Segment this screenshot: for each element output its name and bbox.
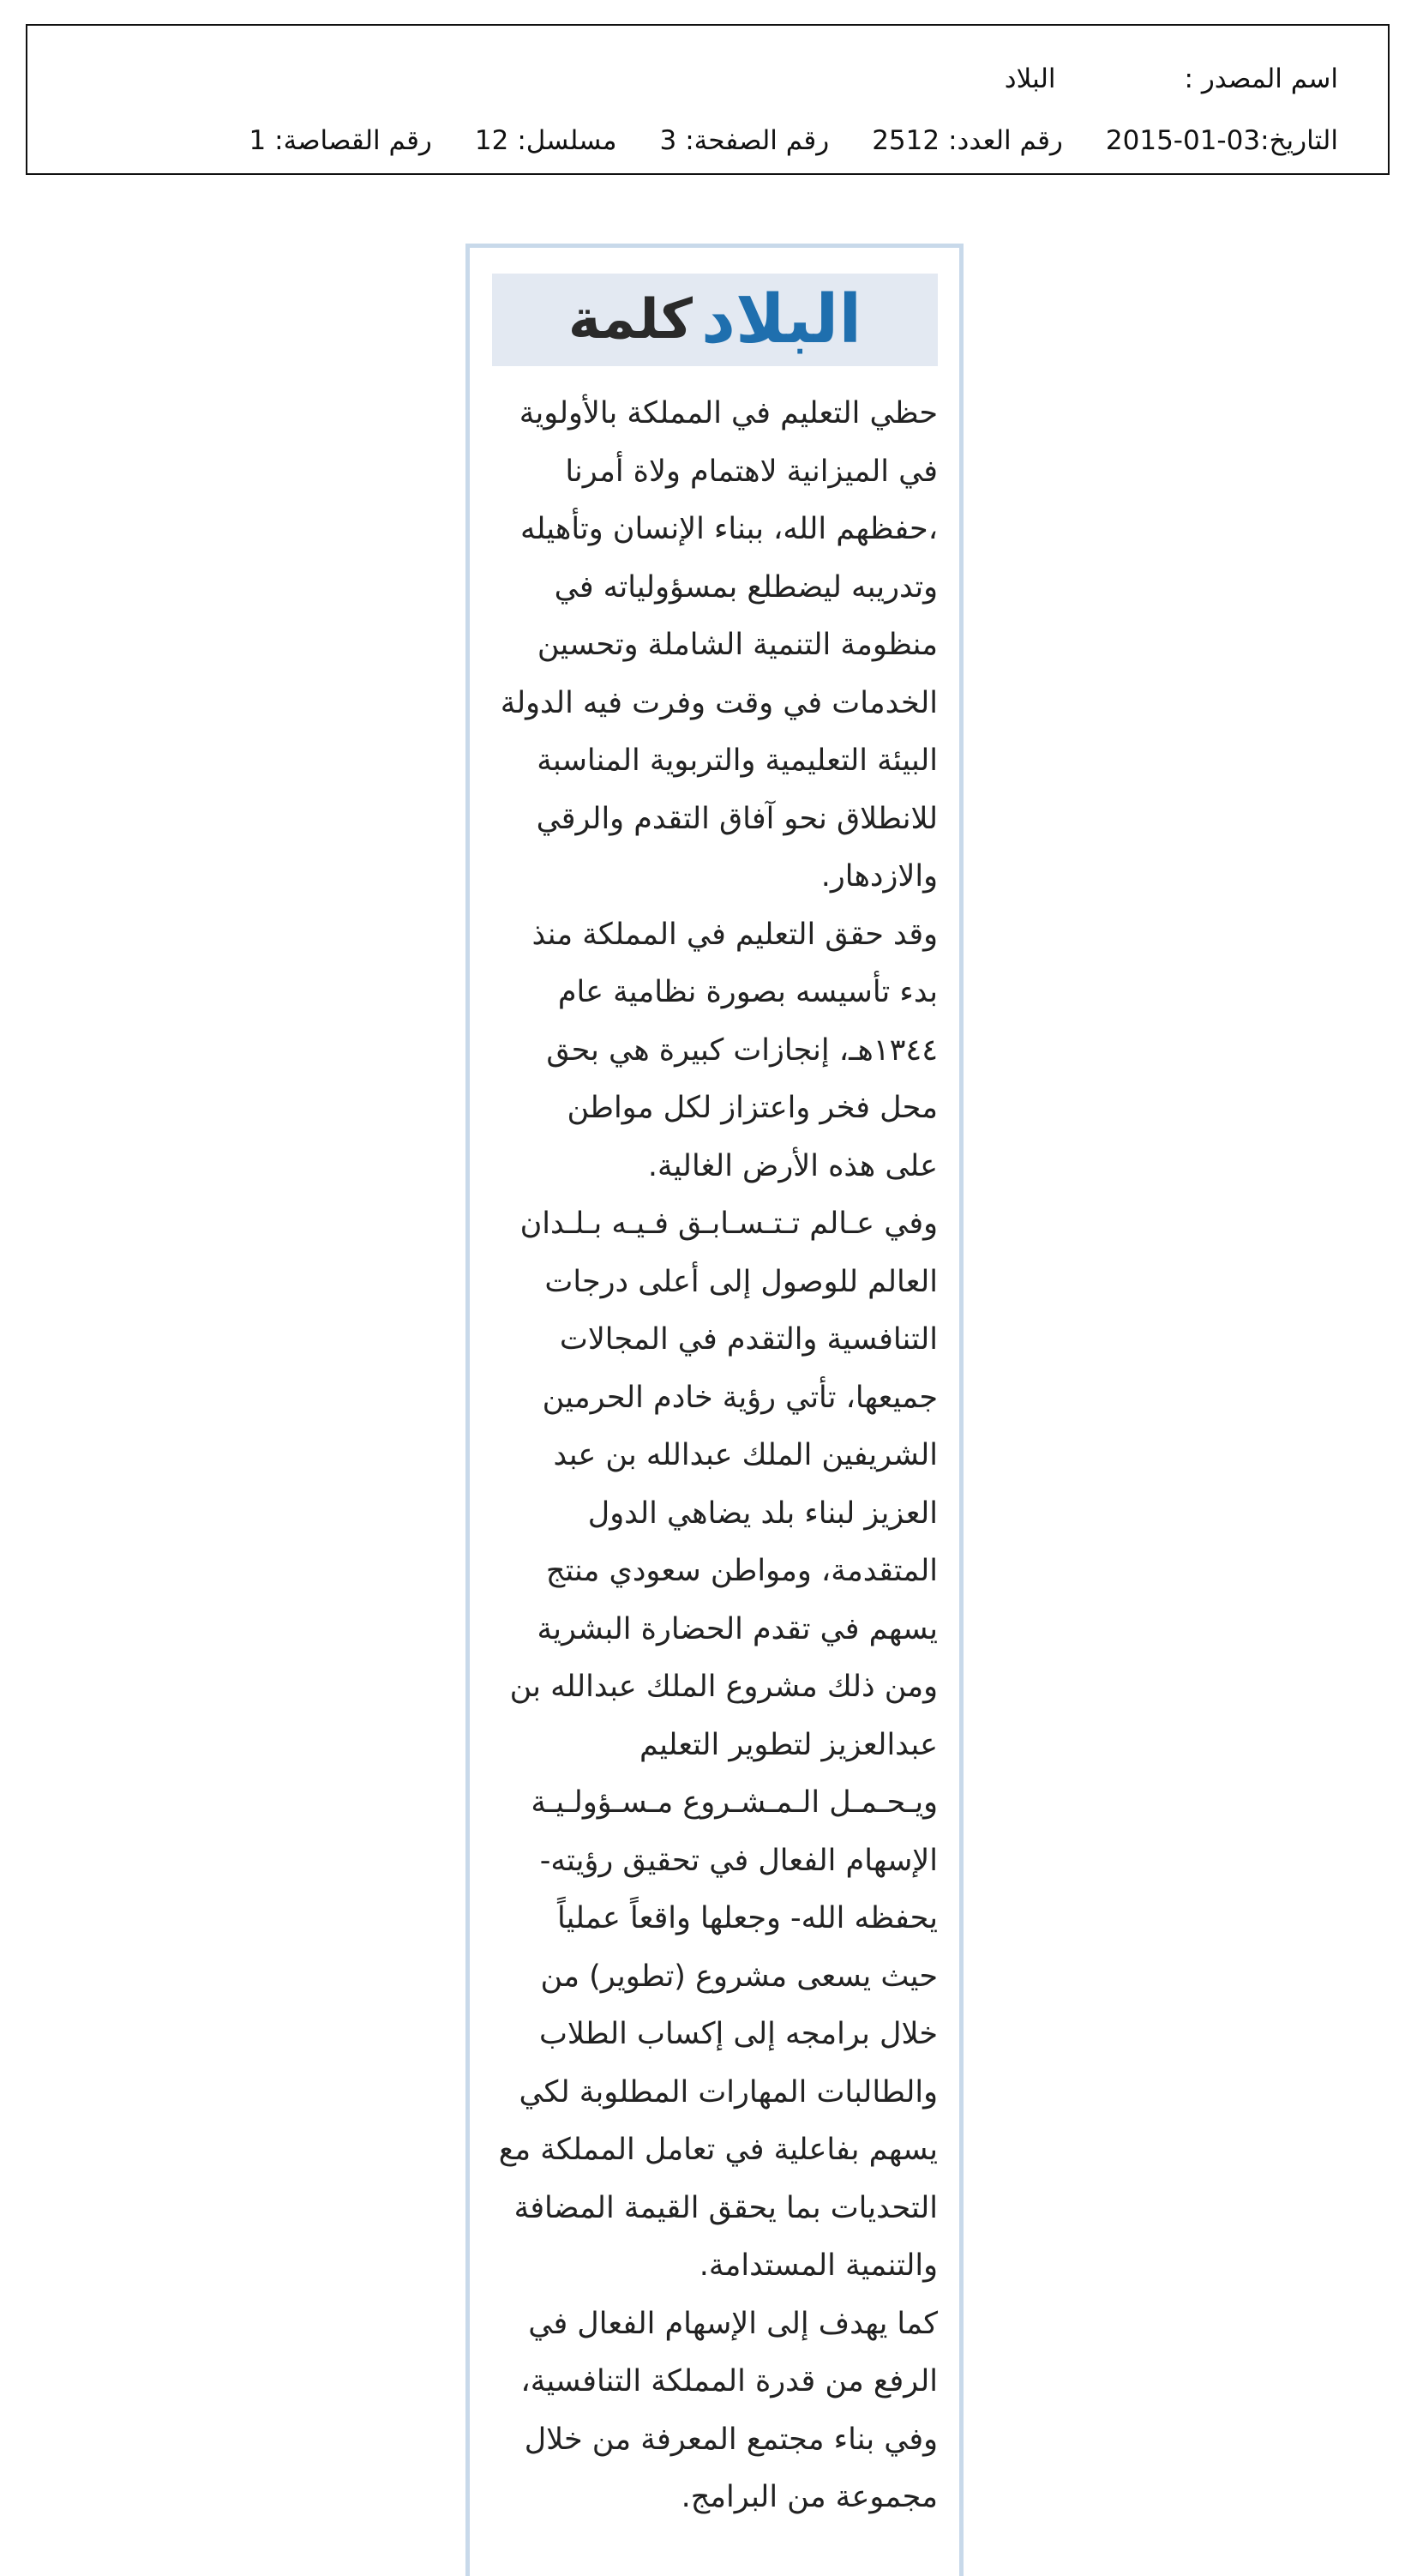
- article-line: الخدمات في وقت وفرت فيه الدولة: [500, 685, 938, 720]
- article-line: وتدريبه ليضطلع بمسؤولياته في: [554, 569, 938, 605]
- issue-label: رقم العدد:: [948, 125, 1063, 156]
- article-column: [465, 244, 964, 2576]
- metadata-row-source: [1005, 63, 1338, 94]
- article-line: ومن ذلك مشروع الملك عبدالله بن: [509, 1670, 938, 1704]
- date-field: [1106, 125, 1338, 156]
- article-line: محل فخر واعتزاز لكل مواطن: [567, 1091, 938, 1125]
- page-label: رقم الصفحة:: [685, 125, 830, 156]
- article-line: البيئة التعليمية والتربوية المناسبة: [537, 743, 938, 778]
- article-line: مجموعة من البرامج.: [681, 2480, 938, 2514]
- metadata-row-details: [249, 125, 1338, 156]
- article-line: حيث يسعى مشروع (تطوير) من: [540, 1959, 938, 1994]
- article-line: والطالبات المهارات المطلوبة لكي: [519, 2074, 938, 2110]
- article-line: بدء تأسيسه بصورة نظامية عام: [557, 975, 938, 1009]
- article-line: والازدهار.: [820, 859, 938, 894]
- date-label: التاريخ:: [1260, 125, 1338, 156]
- article-line: والتنمية المستدامة.: [699, 2248, 938, 2283]
- article-line: على هذه الأرض الغالية.: [647, 1148, 938, 1183]
- masthead-word-albilad: البلاد: [700, 281, 862, 358]
- source-field: [1005, 63, 1338, 94]
- clip-field: [249, 125, 431, 156]
- article-line: حظي التعليم في المملكة بالأولوية: [519, 396, 938, 430]
- clip-value: 1: [249, 125, 267, 156]
- article-line: يسهم في تقدم الحضارة البشرية: [537, 1611, 938, 1646]
- article-line: العزيز لبناء بلد يضاهي الدول: [587, 1496, 938, 1531]
- source-value: البلاد: [1004, 63, 1056, 94]
- article-line: للانطلاق نحو آفاق التقدم والرقي: [536, 801, 938, 836]
- article-line: التحديات بما يحقق القيمة المضافة: [513, 2190, 938, 2225]
- article-line: ويـحـمـل الـمـشـروع مـسـؤولـيـة: [531, 1785, 938, 1820]
- article-line: وقد حقق التعليم في المملكة منذ: [531, 917, 938, 952]
- article-line: وفي عـالم تـتـسـابـق فـيـه بـلـدان: [519, 1207, 938, 1241]
- article-line: خلال برامجه إلى إكساب الطلاب: [538, 2017, 938, 2051]
- issue-value: 2512: [872, 125, 940, 156]
- clip-label: رقم القصاصة:: [274, 125, 432, 156]
- article-line: وفي بناء مجتمع المعرفة من خلال: [524, 2422, 938, 2457]
- article-line: الإسهام الفعال في تحقيق رؤيته-: [539, 1843, 938, 1878]
- page-field: [659, 125, 829, 156]
- article-line: يسهم بفاعلية في تعامل المملكة مع: [498, 2133, 938, 2167]
- article-line: العالم للوصول إلى أعلى درجات: [544, 1264, 938, 1299]
- page-value: 3: [659, 125, 677, 156]
- source-label: اسم المصدر :: [1184, 63, 1338, 94]
- column-masthead: [492, 274, 938, 366]
- article-line: الشريفين الملك عبدالله بن عبد: [553, 1438, 938, 1472]
- issue-field: [872, 125, 1063, 156]
- article-line: المتقدمة، ومواطن سعودي منتج: [545, 1554, 938, 1588]
- date-value: 2015-01-03: [1105, 125, 1261, 156]
- article-line: في الميزانية لاهتمام ولاة أمرنا: [565, 454, 938, 489]
- article-line: التنافسية والتقدم في المجالات: [559, 1322, 938, 1357]
- article-line: منظومة التنمية الشاملة وتحسين: [537, 628, 938, 662]
- article-line: عبدالعزيز لتطوير التعليم: [639, 1727, 938, 1762]
- serial-field: [475, 125, 617, 156]
- clipping-metadata-box: [26, 24, 1390, 175]
- serial-value: 12: [474, 125, 509, 156]
- article-line: ١٣٤٤هـ، إنجازات كبيرة هي بحق: [546, 1032, 938, 1068]
- article-line: جميعها، تأتي رؤية خادم الحرمين: [542, 1380, 938, 1415]
- article-body: [494, 385, 938, 2527]
- article-line: ،حفظهم الله، ببناء الإنسان وتأهيله: [520, 512, 938, 546]
- masthead-word-kalima: كلمة: [567, 288, 693, 352]
- article-line: يحفظه الله- وجعلها واقعاً عملياً: [556, 1901, 938, 1935]
- article-line: كما يهدف إلى الإسهام الفعال في: [528, 2306, 938, 2341]
- serial-label: مسلسل:: [517, 125, 617, 156]
- article-line: الرفع من قدرة المملكة التنافسية،: [520, 2364, 938, 2398]
